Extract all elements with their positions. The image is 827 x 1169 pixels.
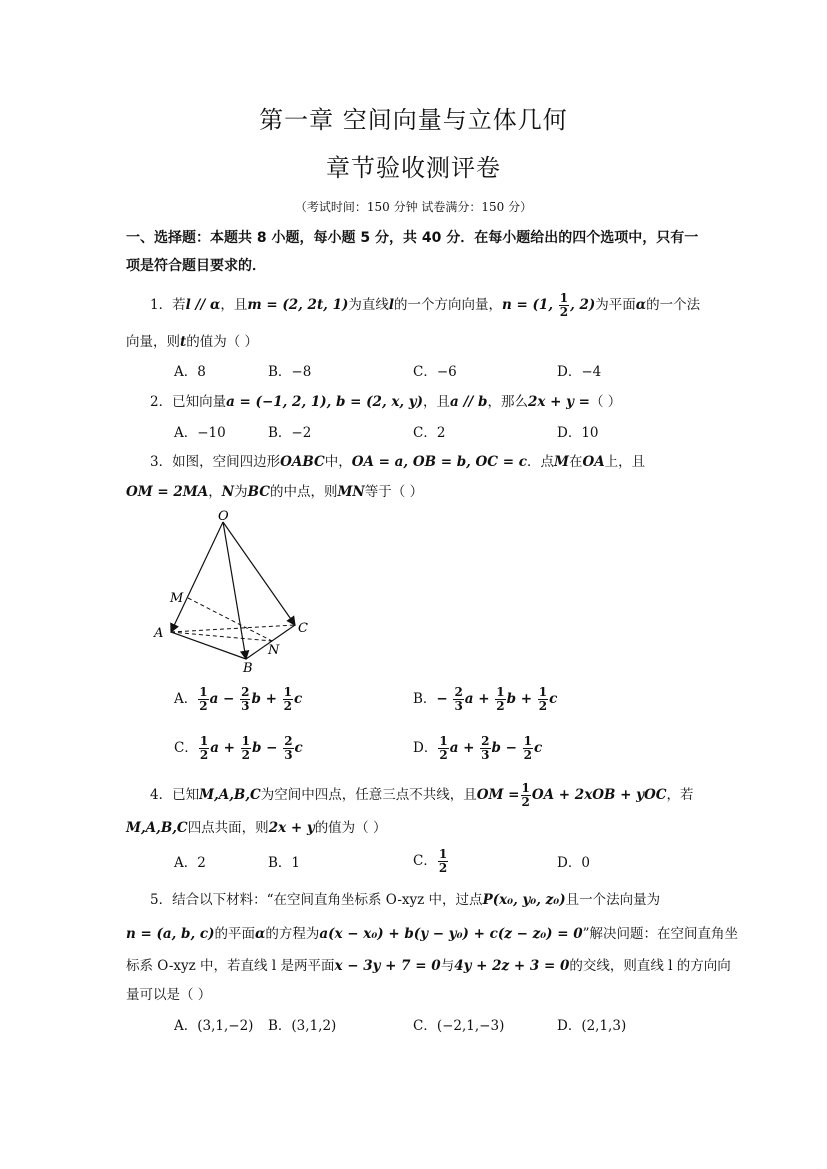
q3-option-b[interactable]: B．− $\frac{2}{3}$ a + $\frac{1}{2}$ b + $\frac{1}{2}$ c bbox=[413, 685, 558, 713]
q3-line1: 3．如图，空间四边形OABC中，OA = a, OB = b, OC = c．点M在OA上，且 bbox=[150, 454, 646, 470]
q4-line1: 4．已知M,A,B,C为空间中四点，任意三点不共线，且OM = $\frac{1}{2}$ OA + 2xOB + yOC，若 bbox=[150, 781, 694, 809]
page-subtitle: 章节验收测评卷 bbox=[326, 154, 501, 182]
edge-ac-hidden bbox=[171, 625, 295, 632]
label-a: A bbox=[154, 626, 164, 641]
q1-option-c[interactable]: C．−6 bbox=[413, 364, 457, 380]
q5-option-b[interactable]: B．(3,1,2) bbox=[268, 1018, 337, 1034]
q1-option-d[interactable]: D．−4 bbox=[557, 364, 602, 380]
q2-option-a[interactable]: A．−10 bbox=[174, 425, 226, 441]
label-b: B bbox=[243, 661, 253, 676]
q3-option-c[interactable]: C． $\frac{1}{2}$ a + $\frac{1}{2}$ b − $\frac{2}{3}$ c bbox=[174, 734, 303, 762]
edge-ab bbox=[171, 632, 246, 659]
q4-option-c[interactable]: C． $\frac{1}{2}$ bbox=[413, 847, 448, 875]
q1-option-b[interactable]: B．−8 bbox=[268, 364, 312, 380]
page-title: 第一章 空间向量与立体几何 bbox=[259, 106, 568, 134]
q3-line2: OM = 2MA，N为BC的中点，则MN等于（ ） bbox=[126, 484, 424, 500]
q2-option-d[interactable]: D．10 bbox=[557, 425, 599, 441]
q4-option-b[interactable]: B．1 bbox=[268, 855, 301, 871]
q5-option-d[interactable]: D．(2,1,3) bbox=[557, 1018, 627, 1034]
section-heading-line1: 一、选择题：本题共 8 小题，每小题 5 分，共 40 分．在每小题给出的四个选项中，只有一 bbox=[126, 230, 699, 246]
q5-line3: 标系 O-xyz 中，若直线 l 是两平面x − 3y + 7 = 0与4y + 2z + 3 = 0的交线，则直线 l 的方向向 bbox=[126, 958, 731, 974]
q5-line1: 5．结合以下材料：“在空间直角坐标系 O-xyz 中，过点P(x₀, y₀, z₀)且一个法向量为 bbox=[150, 892, 661, 908]
q3-option-d[interactable]: D． $\frac{1}{2}$ a + $\frac{2}{3}$ b − $\frac{1}{2}$ c bbox=[413, 734, 543, 762]
edge-oa bbox=[171, 522, 223, 632]
q5-option-a[interactable]: A．(3,1,−2) bbox=[174, 1018, 254, 1034]
label-n: N bbox=[268, 643, 280, 658]
q2-option-b[interactable]: B．−2 bbox=[268, 425, 312, 441]
q5-option-c[interactable]: C．(−2,1,−3) bbox=[413, 1018, 505, 1034]
q1-line1: 1．若l // α，且m = (2, 2t, 1)为直线l的一个方向向量，n = (1, $\frac{1}{2}$ , 2)为平面α的一个法 bbox=[150, 291, 701, 319]
q4-option-a[interactable]: A．2 bbox=[174, 855, 206, 871]
q4-line2: M,A,B,C四点共面，则2x + y的值为（ ） bbox=[126, 820, 387, 836]
q3-option-a[interactable]: A． $\frac{1}{2}$ a − $\frac{2}{3}$ b + $\frac{1}{2}$ c bbox=[174, 685, 303, 713]
section-heading-line2: 项是符合题目要求的． bbox=[126, 258, 266, 274]
q1-option-a[interactable]: A．8 bbox=[174, 364, 206, 380]
q1-line2: 向量，则t的值为（ ） bbox=[126, 334, 259, 350]
q2-line1: 2．已知向量a = (−1, 2, 1), b = (2, x, y)，且a // b，那么2x + y =（ ） bbox=[150, 394, 622, 410]
label-m: M bbox=[170, 591, 184, 606]
q4-option-d[interactable]: D．0 bbox=[557, 855, 590, 871]
edge-oc bbox=[223, 522, 295, 625]
label-o: O bbox=[218, 509, 229, 524]
label-c: C bbox=[298, 621, 308, 636]
q5-line2: n = (a, b, c)的平面α的方程为a(x − x₀) + b(y − y₀) + c(z − z₀) = 0”解决问题：在空间直角坐 bbox=[126, 926, 739, 942]
q2-option-c[interactable]: C．2 bbox=[413, 425, 446, 441]
tetrahedron-figure bbox=[150, 508, 330, 678]
q5-line4: 量可以是（ ） bbox=[126, 987, 212, 1003]
exam-note: （考试时间：150 分钟 试卷满分：150 分） bbox=[294, 200, 533, 214]
